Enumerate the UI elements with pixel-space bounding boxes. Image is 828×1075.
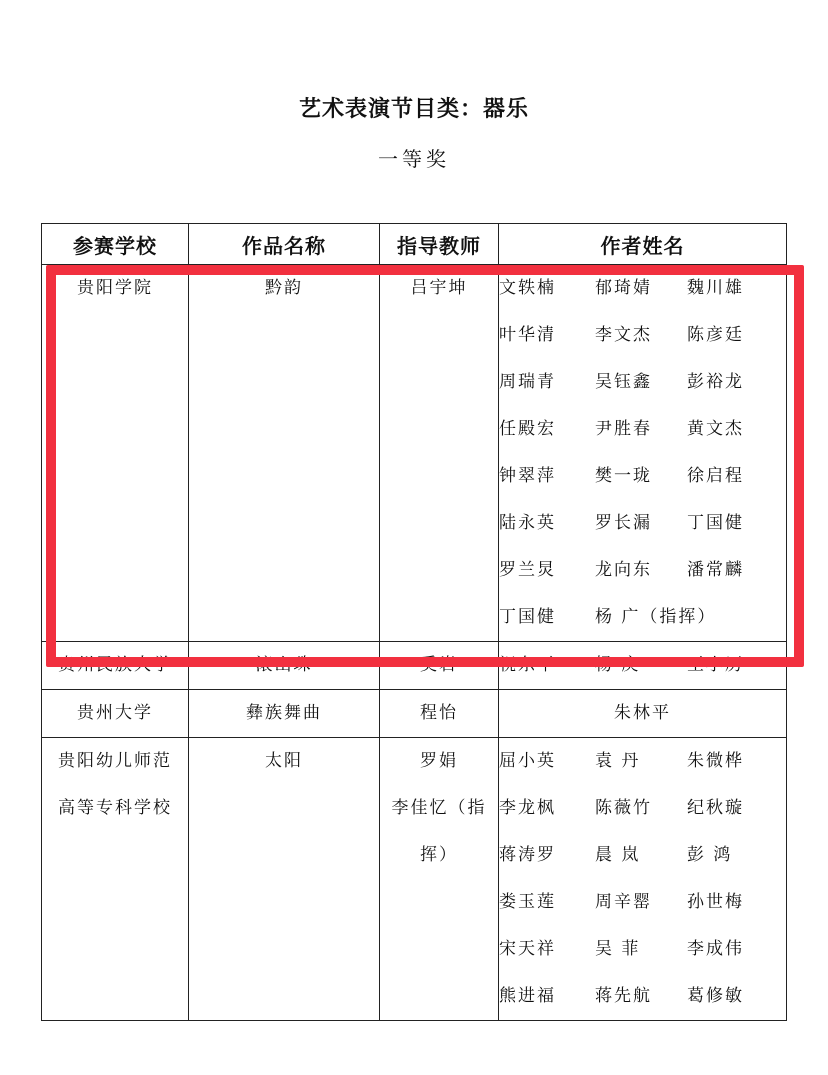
header-teacher: 指导教师	[380, 224, 499, 265]
author-name: 吴钰鑫	[595, 372, 652, 392]
author-name: 屈小英	[499, 751, 556, 771]
author-line	[499, 926, 786, 973]
author-name: 魏川雄	[687, 278, 744, 298]
author-name: 罗长漏	[595, 513, 652, 533]
author-name: 蒋先航	[595, 986, 652, 1006]
author-name: 晨 岚	[595, 845, 641, 865]
school-cell: 贵阳幼儿师范 高等专科学校	[42, 738, 189, 1021]
author-name: 丁国健	[687, 513, 744, 533]
author-name: 蒋涛罗	[499, 845, 556, 865]
header-work: 作品名称	[189, 224, 380, 265]
header-row	[42, 224, 787, 265]
teacher-cell: 奚岩	[380, 642, 499, 690]
author-line	[499, 879, 786, 926]
author-name: 纪秋璇	[687, 798, 744, 818]
author-line	[499, 832, 786, 879]
school-cell: 贵阳学院	[42, 265, 189, 642]
teacher-cell: 吕宇坤	[380, 265, 499, 642]
school-cell: 贵州民族大学	[42, 642, 189, 690]
author-name: 钟翠萍	[499, 466, 556, 486]
author-line	[499, 973, 786, 1020]
author-name: 陆永英	[499, 513, 556, 533]
author-name: 彭 鸿	[687, 845, 733, 865]
author-line	[499, 500, 786, 547]
author-name: 徐启程	[687, 466, 744, 486]
author-name: 任殿宏	[499, 419, 556, 439]
teacher-cell: 罗娟 李佳忆（指 挥）	[380, 738, 499, 1021]
author-name: 葛修敏	[687, 986, 744, 1006]
header-school: 参赛学校	[42, 224, 189, 265]
teacher-cell: 程怡	[380, 690, 499, 738]
work-cell: 黔韵	[189, 265, 380, 642]
author-line	[499, 453, 786, 500]
author-name: 熊进福	[499, 986, 556, 1006]
author-name: 丁国健	[499, 607, 556, 627]
author-name: 杨 广（指挥）	[595, 607, 717, 627]
author-line	[499, 359, 786, 406]
author-name: 祝东平	[499, 655, 556, 675]
author-name: 李文杰	[595, 325, 652, 345]
author-name: 周瑞青	[499, 372, 556, 392]
author-name: 孙世梅	[687, 892, 744, 912]
author-line	[499, 594, 786, 641]
author-name: 郁琦婧	[595, 278, 652, 298]
author-name: 周辛罂	[595, 892, 652, 912]
authors-cell: 朱林平	[499, 690, 787, 738]
author-name: 袁 丹	[595, 751, 641, 771]
table-row	[42, 265, 787, 642]
author-name: 樊一珑	[595, 466, 652, 486]
author-name: 娄玉莲	[499, 892, 556, 912]
author-line	[499, 785, 786, 832]
author-line	[499, 642, 786, 689]
work-cell: 彝族舞曲	[189, 690, 380, 738]
author-name: 李成伟	[687, 939, 744, 959]
author-name: 杨 庚	[595, 655, 641, 675]
school-cell: 贵州大学	[42, 690, 189, 738]
author-name: 龙向东	[595, 560, 652, 580]
author-name: 王小历	[687, 655, 744, 675]
author-name: 文轶楠	[499, 278, 556, 298]
author-name: 彭裕龙	[687, 372, 744, 392]
page-title: 艺术表演节目类：器乐	[298, 97, 529, 122]
work-cell: 滚山珠	[189, 642, 380, 690]
author-name: 朱微桦	[687, 751, 744, 771]
author-name: 宋天祥	[499, 939, 556, 959]
author-name: 罗兰炅	[499, 560, 556, 580]
authors-cell	[499, 265, 787, 642]
author-name: 黄文杰	[687, 419, 744, 439]
author-name: 吴 菲	[595, 939, 641, 959]
table-row	[42, 642, 787, 690]
authors-cell	[499, 738, 787, 1021]
author-line	[499, 265, 786, 312]
author-name: 李龙枫	[499, 798, 556, 818]
award-level: 一等奖	[378, 147, 450, 171]
author-line	[499, 406, 786, 453]
author-name: 尹胜春	[595, 419, 652, 439]
author-line	[499, 738, 786, 785]
author-name: 叶华清	[499, 325, 556, 345]
author-name: 陈薇竹	[595, 798, 652, 818]
author-name: 陈彦廷	[687, 325, 744, 345]
award-table	[41, 223, 787, 1021]
author-line	[499, 312, 786, 359]
table-row	[42, 690, 787, 738]
author-line	[499, 547, 786, 594]
table-row	[42, 738, 787, 1021]
authors-cell	[499, 642, 787, 690]
header-authors: 作者姓名	[499, 224, 787, 265]
work-cell: 太阳	[189, 738, 380, 1021]
author-name: 潘常麟	[687, 560, 744, 580]
